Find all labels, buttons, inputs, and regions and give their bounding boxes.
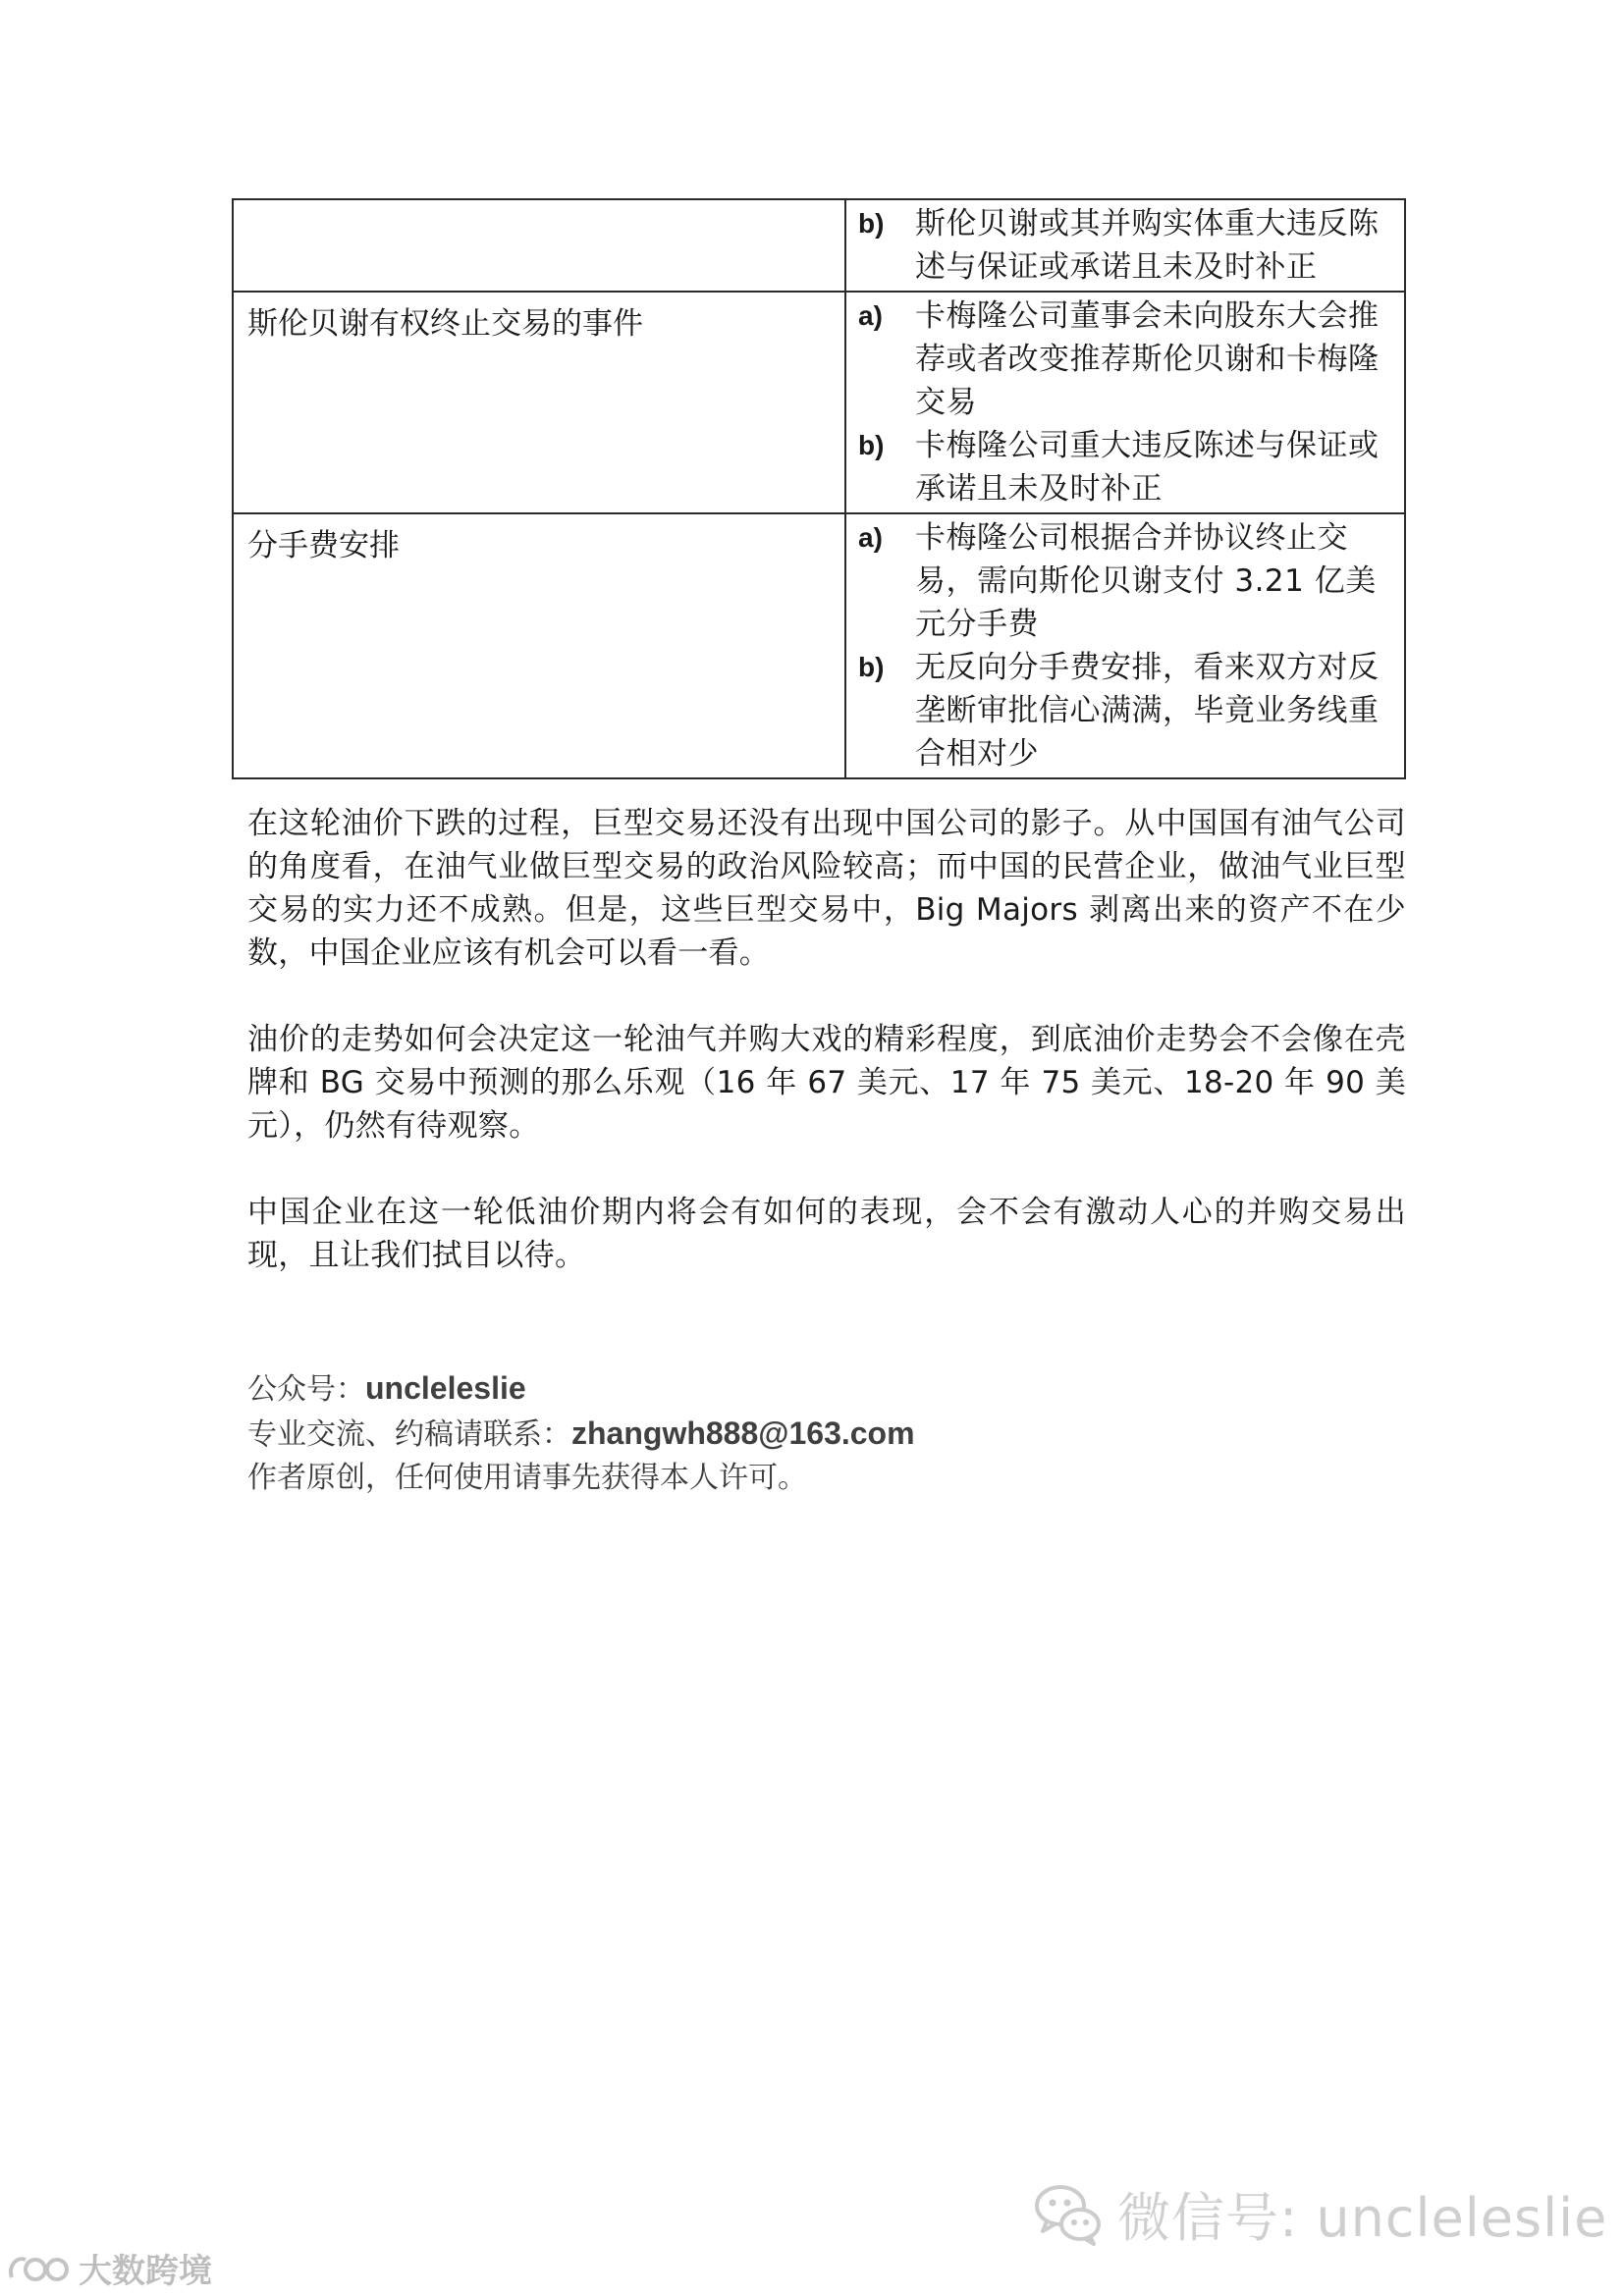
item-marker: a) — [858, 300, 883, 331]
site-watermark-text: 大数跨境 — [79, 2251, 212, 2291]
row-label — [233, 513, 845, 778]
paragraph: 中国企业在这一轮低油价期内将会有如何的表现，会不会有激动人心的并购交易出现，且让我们拭目以待。 — [247, 1195, 1406, 1273]
copyright-notice: 作者原创，任何使用请事先获得本人许可。 — [247, 1461, 807, 1495]
email-line — [247, 1412, 1327, 1457]
row-items — [845, 199, 1405, 292]
row-label-text: 分手费安排 — [247, 528, 400, 563]
row-label-text: 斯伦贝谢有权终止交易的事件 — [247, 306, 643, 342]
terms-table — [232, 198, 1406, 779]
list-item — [858, 424, 1394, 510]
site-watermark — [6, 2245, 212, 2290]
item-text: 斯伦贝谢或其并购实体重大违反陈述与保证或承诺且未及时补正 — [915, 206, 1380, 285]
paragraph: 油价的走势如何会决定这一轮油气并购大戏的精彩程度，到底油价走势会不会像在壳牌和 BG 交易中预测的那么乐观（16 年 67 美元、17 年 75 美元、18-20 年 90 美元），仍然有待观察。 — [247, 1022, 1406, 1144]
item-text: 无反向分手费安排，看来双方对反垄断审批信心满满，毕竟业务线重合相对少 — [915, 650, 1380, 772]
item-text: 卡梅隆公司重大违反陈述与保证或承诺且未及时补正 — [915, 428, 1380, 507]
wechat-watermark-text: 微信号: uncleleslie — [1117, 2186, 1608, 2249]
list-item — [858, 202, 1394, 289]
table-row — [233, 199, 1405, 292]
item-marker: b) — [858, 430, 885, 460]
body-text — [247, 802, 1406, 1320]
list-item — [858, 516, 1394, 646]
list-item — [858, 646, 1394, 775]
item-marker: b) — [858, 208, 885, 239]
account-value: uncleleslie — [365, 1370, 526, 1406]
table-row — [233, 292, 1405, 513]
table-row — [233, 513, 1405, 778]
email-label: 专业交流、约稿请联系： — [247, 1417, 571, 1452]
list-item — [858, 294, 1394, 424]
row-items — [845, 292, 1405, 513]
row-label — [233, 199, 845, 292]
contact-block — [247, 1366, 1327, 1500]
account-label: 公众号： — [247, 1372, 365, 1407]
item-text: 卡梅隆公司董事会未向股东大会推荐或者改变推荐斯伦贝谢和卡梅隆交易 — [915, 298, 1380, 420]
item-marker: a) — [858, 522, 883, 553]
item-marker: b) — [858, 652, 885, 682]
item-text: 卡梅隆公司根据合并协议终止交易，需向斯伦贝谢支付 3.21 亿美元分手费 — [915, 520, 1377, 642]
wechat-watermark — [1033, 2174, 1607, 2253]
account-line — [247, 1366, 1327, 1412]
wechat-logo-icon — [1033, 2178, 1104, 2249]
paragraph: 在这轮油价下跌的过程，巨型交易还没有出现中国公司的影子。从中国国有油气公司的角度看，在油气业做巨型交易的政治风险较高；而中国的民营企业，做油气业巨型交易的实力还不成熟。但是，这些巨型交易中，Big Majors 剥离出来的资产不在少数，中国企业应该有机会可以看一看。 — [247, 806, 1406, 971]
site-logo-icon — [6, 2248, 73, 2287]
row-label — [233, 292, 845, 513]
row-items — [845, 513, 1405, 778]
email-link[interactable]: zhangwh888@163.com — [571, 1415, 915, 1451]
